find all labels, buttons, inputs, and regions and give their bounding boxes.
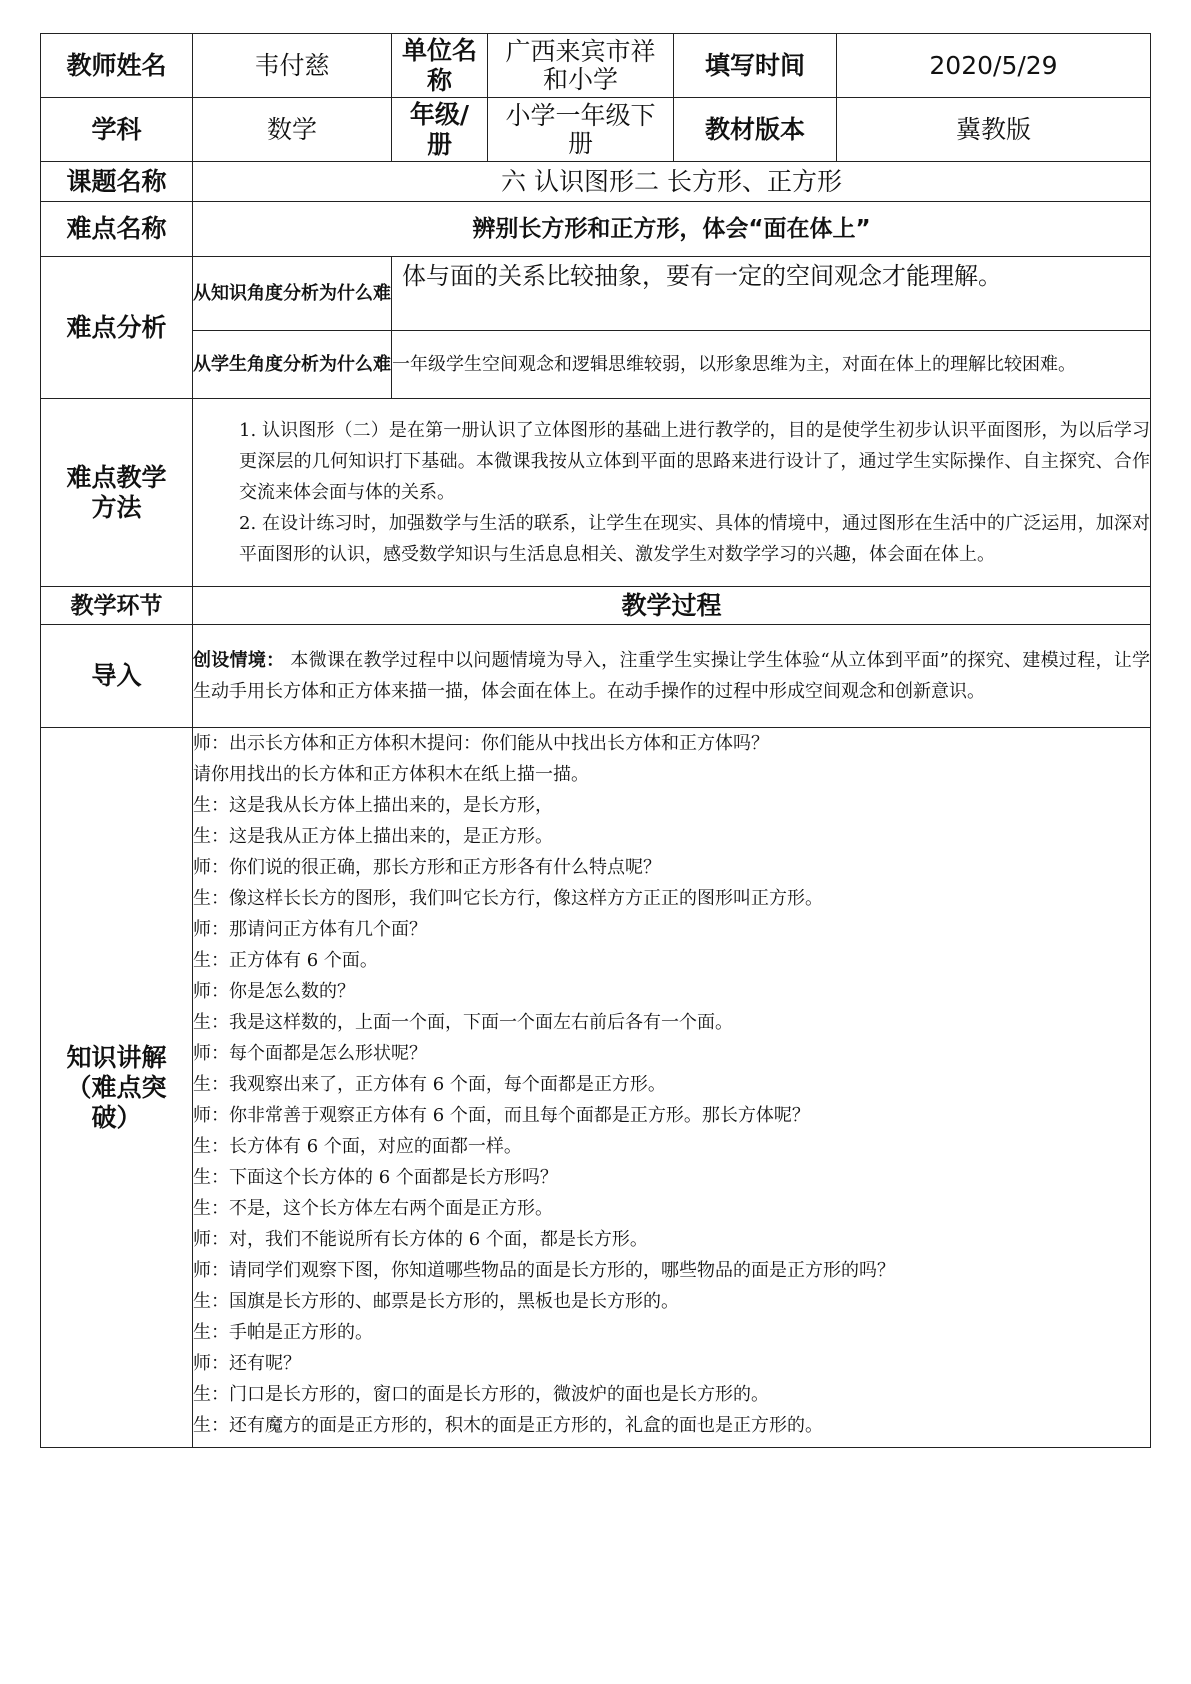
method-paragraph-1: 1. 认识图形（二）是在第一册认识了立体图形的基础上进行教学的，目的是使学生初步认识平面图形，为以后学习更深层的几何知识打下基础。本微课我按从立体到平面的思路来进行设计了，通过学生实际操作、自主探究、合作交流来体会面与体的关系。	[239, 420, 1150, 503]
dialogue-line: 请你用找出的长方体和正方体积木在纸上描一描。	[193, 764, 589, 785]
knowledge-angle-value: 体与面的关系比较抽象，要有一定的空间观念才能理解。	[392, 257, 1151, 331]
dialogue-line: 师：还有呢？	[193, 1353, 301, 1374]
topic-label: 课题名称	[41, 162, 193, 202]
intro-lead: 创设情境：	[193, 650, 285, 671]
knowledge-label: 知识讲解（难点突破）	[41, 728, 193, 1448]
dialogue-line: 生：手帕是正方形的。	[193, 1322, 373, 1343]
dialogue-line: 师：出示长方体和正方体积木提问：你们能从中找出长方体和正方体吗？	[193, 733, 769, 754]
unit-name-value: 广西来宾市祥和小学	[488, 34, 674, 98]
dialogue-line: 生：我观察出来了，正方体有 6 个面，每个面都是正方形。	[193, 1074, 666, 1095]
dialogue-line: 生：国旗是长方形的、邮票是长方形的，黑板也是长方形的。	[193, 1291, 679, 1312]
unit-name-label: 单位名称	[392, 34, 488, 98]
analysis-label: 难点分析	[41, 257, 193, 399]
fill-date-value: 2020/5/29	[837, 34, 1151, 98]
method-content	[193, 399, 1151, 587]
difficulty-value: 辨别长方形和正方形，体会“面在体上”	[193, 202, 1151, 257]
dialogue-line: 师：你们说的很正确，那长方形和正方形各有什么特点呢？	[193, 857, 661, 878]
intro-label: 导入	[41, 625, 193, 728]
dialogue-line: 生：我是这样数的，上面一个面，下面一个面左右前后各有一个面。	[193, 1012, 733, 1033]
edition-value: 冀教版	[837, 98, 1151, 162]
stage-label: 教学环节	[41, 587, 193, 625]
method-paragraph-2: 2. 在设计练习时，加强数学与生活的联系，让学生在现实、具体的情境中，通过图形在生活中的广泛运用，加深对平面图形的认识，感受数学知识与生活息息相关、激发学生对数学学习的兴趣，体会面在体上。	[239, 513, 1150, 565]
topic-value: 六 认识图形二 长方形、正方形	[193, 162, 1151, 202]
grade-label: 年级/册	[392, 98, 488, 162]
knowledge-angle-label: 从知识角度分析为什么难	[193, 257, 392, 331]
dialogue-line: 生：还有魔方的面是正方形的，积木的面是正方形的，礼盒的面也是正方形的。	[193, 1415, 823, 1436]
dialogue-line: 师：每个面都是怎么形状呢？	[193, 1043, 427, 1064]
intro-content	[193, 625, 1151, 728]
grade-value: 小学一年级下册	[488, 98, 674, 162]
dialogue-line: 生：这是我从长方体上描出来的，是长方形，	[193, 795, 553, 816]
dialogue-line: 生：长方体有 6 个面，对应的面都一样。	[193, 1136, 522, 1157]
dialogue-line: 生：像这样长长方的图形，我们叫它长方行，像这样方方正正的图形叫正方形。	[193, 888, 823, 909]
dialogue-line: 生：正方体有 6 个面。	[193, 950, 378, 971]
student-angle-label: 从学生角度分析为什么难	[193, 331, 392, 399]
dialogue-line: 师：请同学们观察下图，你知道哪些物品的面是长方形的，哪些物品的面是正方形的吗？	[193, 1260, 895, 1281]
dialogue-line: 生：这是我从正方体上描出来的，是正方形。	[193, 826, 553, 847]
dialogue-line: 师：你是怎么数的？	[193, 981, 355, 1002]
teacher-name-label: 教师姓名	[41, 34, 193, 98]
dialogue-line: 生：下面这个长方体的 6 个面都是长方形吗？	[193, 1167, 558, 1188]
method-label: 难点教学方法	[41, 399, 193, 587]
process-label: 教学过程	[193, 587, 1151, 625]
edition-label: 教材版本	[674, 98, 837, 162]
lesson-plan-table	[40, 33, 1151, 1448]
difficulty-label: 难点名称	[41, 202, 193, 257]
dialogue-line: 师：你非常善于观察正方体有 6 个面，而且每个面都是正方形。那长方体呢？	[193, 1105, 810, 1126]
fill-date-label: 填写时间	[674, 34, 837, 98]
teacher-name-value: 韦付慈	[193, 34, 392, 98]
intro-text: 本微课在教学过程中以问题情境为导入，注重学生实操让学生体验“从立体到平面”的探究、建模过程，让学生动手用长方体和正方体来描一描，体会面在体上。在动手操作的过程中形成空间观念和创新意识。	[193, 650, 1150, 702]
subject-value: 数学	[193, 98, 392, 162]
dialogue-line: 师：那请问正方体有几个面？	[193, 919, 427, 940]
dialogue-line: 师：对，我们不能说所有长方体的 6 个面，都是长方形。	[193, 1229, 648, 1250]
dialogue-content	[193, 728, 1151, 1448]
subject-label: 学科	[41, 98, 193, 162]
dialogue-line: 生：门口是长方形的，窗口的面是长方形的，微波炉的面也是长方形的。	[193, 1384, 769, 1405]
dialogue-line: 生：不是，这个长方体左右两个面是正方形。	[193, 1198, 553, 1219]
student-angle-value: 一年级学生空间观念和逻辑思维较弱，以形象思维为主，对面在体上的理解比较困难。	[392, 331, 1151, 399]
